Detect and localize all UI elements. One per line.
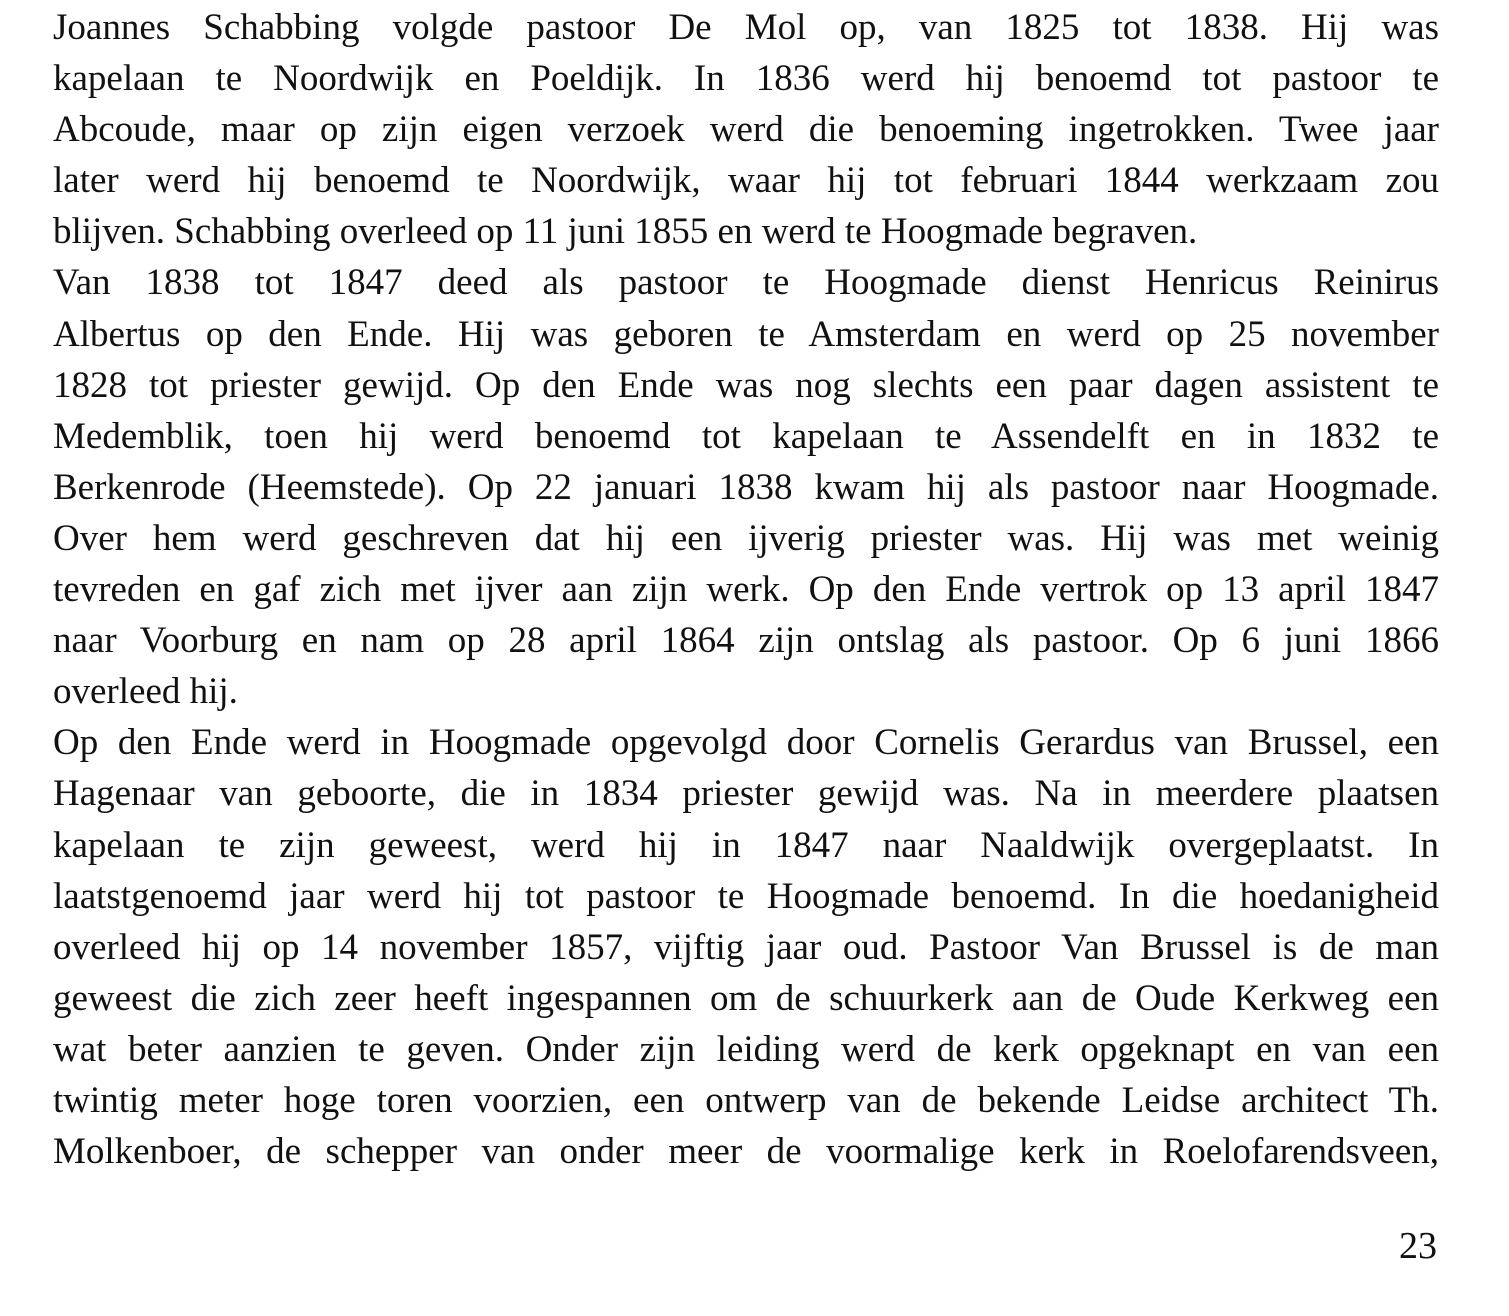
text-line: Molkenboer, de schepper van onder meer de voormalige kerk in Roelofarendsveen, [53,1131,1439,1173]
text-line: Albertus op den Ende. Hij was geboren te Amsterdam en werd op 25 november [53,313,1439,355]
text-line: later werd hij benoemd te Noordwijk, waar hij tot februari 1844 werkzaam zou [53,160,1439,202]
text-line: laatstgenoemd jaar werd hij tot pastoor te Hoogmade benoemd. In die hoedanigheid [53,875,1439,917]
text-line: Van 1838 tot 1847 deed als pastoor te Hoogmade dienst Henricus Reinirus [53,262,1439,304]
text-line: 1828 tot priester gewijd. Op den Ende was nog slechts een paar dagen assistent te [53,364,1439,406]
paragraph-3 [53,717,1439,1177]
text-line: kapelaan te Noordwijk en Poeldijk. In 1836 werd hij benoemd tot pastoor te [53,58,1439,100]
text-line: Joannes Schabbing volgde pastoor De Mol op, van 1825 tot 1838. Hij was [53,7,1439,48]
text-line: kapelaan te zijn geweest, werd hij in 1847 naar Naaldwijk overgeplaatst. In [53,824,1439,866]
text-line: Abcoude, maar op zijn eigen verzoek werd die benoeming ingetrokken. Twee jaar [53,109,1439,151]
text-line: overleed hij. [53,671,238,713]
text-line: twintig meter hoge toren voorzien, een ontwerp van de bekende Leidse architect Th. [53,1079,1439,1121]
paragraph-1 [53,2,1439,257]
text-line: Over hem werd geschreven dat hij een ijverig priester was. Hij was met weinig [53,517,1439,559]
text-line: Medemblik, toen hij werd benoemd tot kapelaan te Assendelft en in 1832 te [53,415,1439,457]
text-line: blijven. Schabbing overleed op 11 juni 1855 en werd te Hoogmade begraven. [53,211,1198,253]
text-line: wat beter aanzien te geven. Onder zijn leiding werd de kerk opgeknapt en van een [53,1028,1439,1070]
body-text [53,2,1439,1177]
text-line: geweest die zich zeer heeft ingespannen om de schuurkerk aan de Oude Kerkweg een [53,977,1439,1019]
text-line: tevreden en gaf zich met ijver aan zijn werk. Op den Ende vertrok op 13 april 1847 [53,569,1439,611]
text-line: Op den Ende werd in Hoogmade opgevolgd door Cornelis Gerardus van Brussel, een [53,722,1439,764]
paragraph-2 [53,257,1439,717]
text-line: Hagenaar van geboorte, die in 1834 priester gewijd was. Na in meerdere plaatsen [53,773,1439,815]
text-line: Berkenrode (Heemstede). Op 22 januari 1838 kwam hij als pastoor naar Hoogmade. [53,466,1439,508]
text-line: overleed hij op 14 november 1857, vijftig jaar oud. Pastoor Van Brussel is de man [53,926,1439,968]
text-line: naar Voorburg en nam op 28 april 1864 zijn ontslag als pastoor. Op 6 juni 1866 [53,620,1439,662]
page-number: 23 [1399,1225,1437,1267]
